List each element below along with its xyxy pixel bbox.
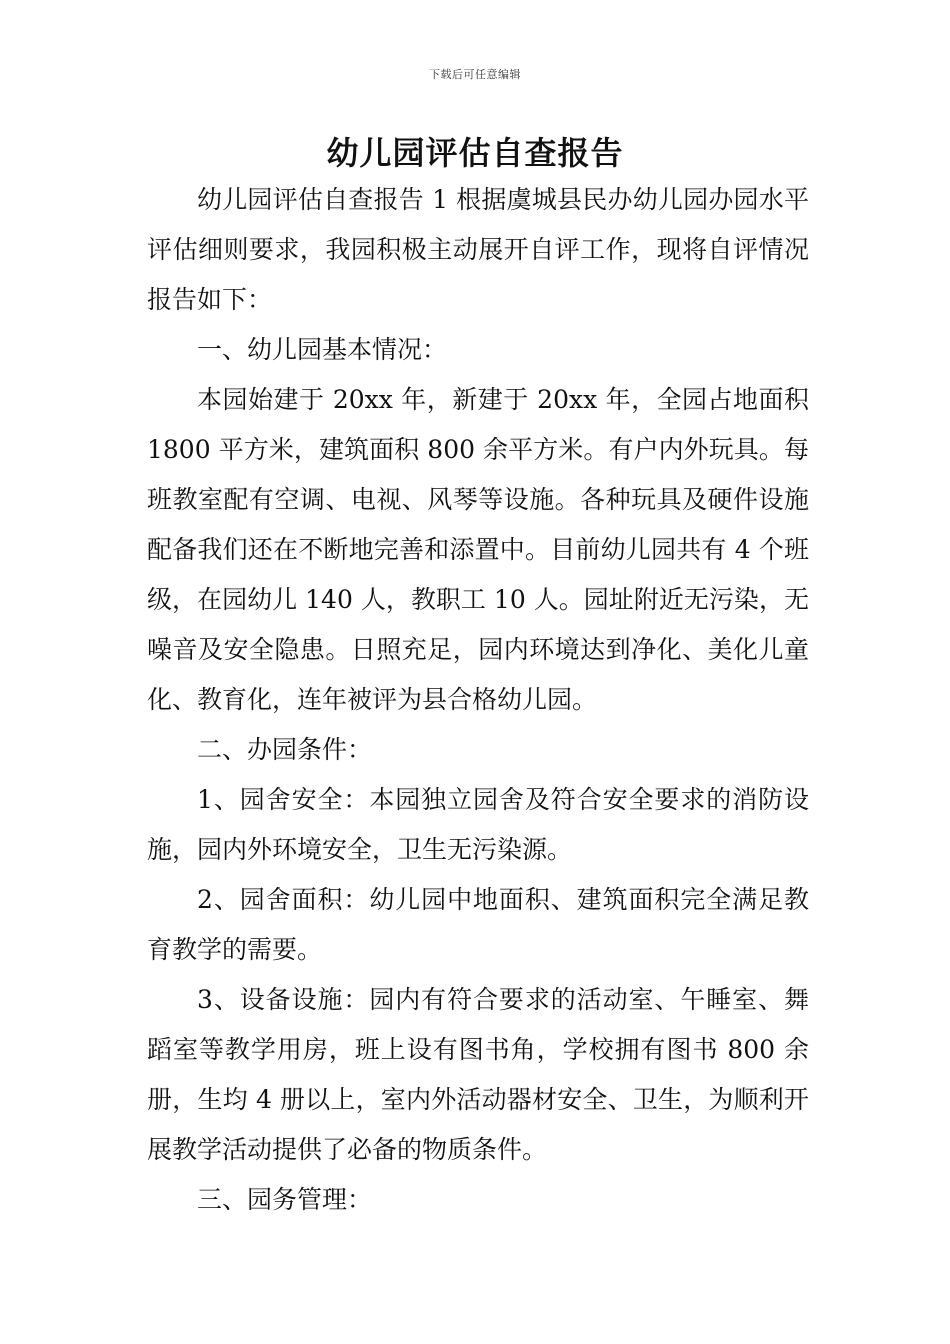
paragraph-basic-info: 本园始建于 20xx 年，新建于 20xx 年，全园占地面积 1800 平方米，建筑面积 800 余平方米。有户内外玩具。每班教室配有空调、电视、风琴等设施。各种玩具及硬件设施配备我们还在不断地完善和添置中。目前幼儿园共有 4 个班级，在园幼儿 140 人，教职工 10 人。园址附近无污染，无噪音及安全隐患。日照充足，园内环境达到净化、美化儿童化、教育化，连年被评为县合格幼儿园。 <box>147 385 809 714</box>
document-body <box>147 175 809 1225</box>
document-title: 幼儿园评估自查报告 <box>326 134 624 172</box>
header-note: 下载后可任意编辑 <box>429 68 521 81</box>
paragraph-building-area: 2、园舍面积：幼儿园中地面积、建筑面积完全满足教育教学的需要。 <box>147 885 809 964</box>
section-heading-basic-info: 一、幼儿园基本情况： <box>197 335 448 364</box>
section-heading-conditions: 二、办园条件： <box>197 735 373 764</box>
paragraph-building-safety: 1、园舍安全：本园独立园舍及符合安全要求的消防设施，园内外环境安全，卫生无污染源。 <box>147 785 809 864</box>
paragraph-intro: 幼儿园评估自查报告 1 根据虞城县民办幼儿园办园水平评估细则要求，我园积极主动展开自评工作，现将自评情况报告如下： <box>147 185 809 314</box>
section-heading-management: 三、园务管理： <box>197 1185 373 1214</box>
paragraph-facilities: 3、设备设施：园内有符合要求的活动室、午睡室、舞蹈室等教学用房，班上设有图书角，学校拥有图书 800 余册，生均 4 册以上，室内外活动器材安全、卫生，为顺利开展教学活动提供了必备的物质条件。 <box>147 985 809 1164</box>
